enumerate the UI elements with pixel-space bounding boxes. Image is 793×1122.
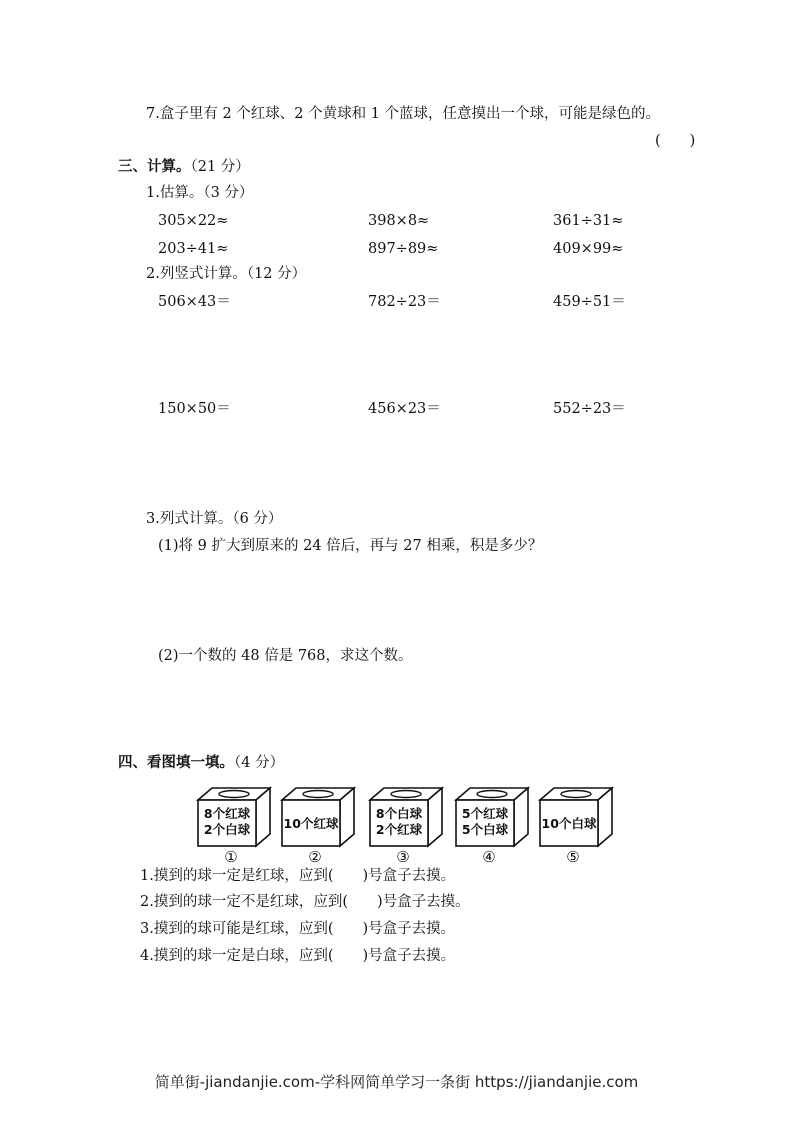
- formula-question-2: (2)一个数的 48 倍是 768，求这个数。: [158, 648, 413, 664]
- fill-question: 4.摸到的球一定是白球，应到( )号盒子去摸。: [140, 948, 456, 964]
- box-label-line: 2个白球: [203, 822, 251, 837]
- vertical-calc-item: 782÷23＝: [368, 294, 441, 310]
- ball-box: [282, 788, 354, 864]
- formula-calc-title: 3.列式计算。（6 分）: [146, 511, 283, 527]
- ball-box: [540, 788, 612, 864]
- fill-question: 1.摸到的球一定是红球，应到( )号盒子去摸。: [140, 868, 456, 884]
- box-label-line: 8个白球: [375, 806, 423, 821]
- vertical-calc-item: 552÷23＝: [553, 401, 626, 417]
- box-hole: [561, 791, 591, 798]
- formula-question-1: (1)将 9 扩大到原来的 24 倍后，再与 27 相乘，积是多少？: [158, 538, 543, 554]
- question-7: 7.盒子里有 2 个红球、2 个黄球和 1 个蓝球，任意摸出一个球，可能是绿色的。: [146, 106, 661, 122]
- estimate-item: 203÷41≈: [158, 241, 229, 257]
- estimate-item: 305×22≈: [158, 213, 229, 229]
- box-hole: [303, 791, 333, 798]
- box-label-line: 10个红球: [283, 816, 339, 831]
- vertical-calc-item: 459÷51＝: [553, 294, 626, 310]
- estimate-item: 361÷31≈: [553, 213, 624, 229]
- ball-box: [198, 788, 270, 864]
- vertical-calc-item: 506×43＝: [158, 294, 231, 310]
- box-label-line: 10个白球: [541, 816, 597, 831]
- section-4-heading: 四、看图填一填。（4 分）: [118, 755, 285, 771]
- footer-watermark: 简单街-jiandanjie.com-学科网简单学习一条街 https://jiandanjie.com: [154, 1073, 639, 1091]
- estimate-title: 1.估算。（3 分）: [146, 185, 254, 201]
- vertical-calc-item: 456×23＝: [368, 401, 441, 417]
- box-label-line: 2个红球: [375, 822, 423, 837]
- estimate-item: 398×8≈: [368, 213, 430, 229]
- box-label-line: 8个红球: [203, 806, 251, 821]
- vertical-calc-item: 150×50＝: [158, 401, 231, 417]
- box-number: ①: [224, 848, 238, 864]
- estimate-item: 409×99≈: [553, 241, 624, 257]
- section-3-heading: 三、计算。（21 分）: [118, 159, 250, 175]
- box-number: ②: [308, 848, 322, 864]
- box-label-line: 5个红球: [461, 806, 509, 821]
- fill-question: 2.摸到的球一定不是红球，应到( )号盒子去摸。: [140, 894, 470, 910]
- box-number: ④: [482, 848, 496, 864]
- ball-boxes-figure: [190, 782, 620, 864]
- ball-box: [456, 788, 528, 864]
- box-hole: [391, 791, 421, 798]
- vertical-calc-title: 2.列竖式计算。（12 分）: [146, 266, 307, 282]
- box-hole: [477, 791, 507, 798]
- answer-blank-7[interactable]: ( ): [655, 133, 696, 149]
- ball-box: [370, 788, 442, 864]
- box-label-line: 5个白球: [461, 822, 509, 837]
- fill-question: 3.摸到的球可能是红球，应到( )号盒子去摸。: [140, 921, 456, 937]
- box-number: ⑤: [566, 848, 580, 864]
- estimate-item: 897÷89≈: [368, 241, 439, 257]
- box-number: ③: [396, 848, 410, 864]
- box-hole: [219, 791, 249, 798]
